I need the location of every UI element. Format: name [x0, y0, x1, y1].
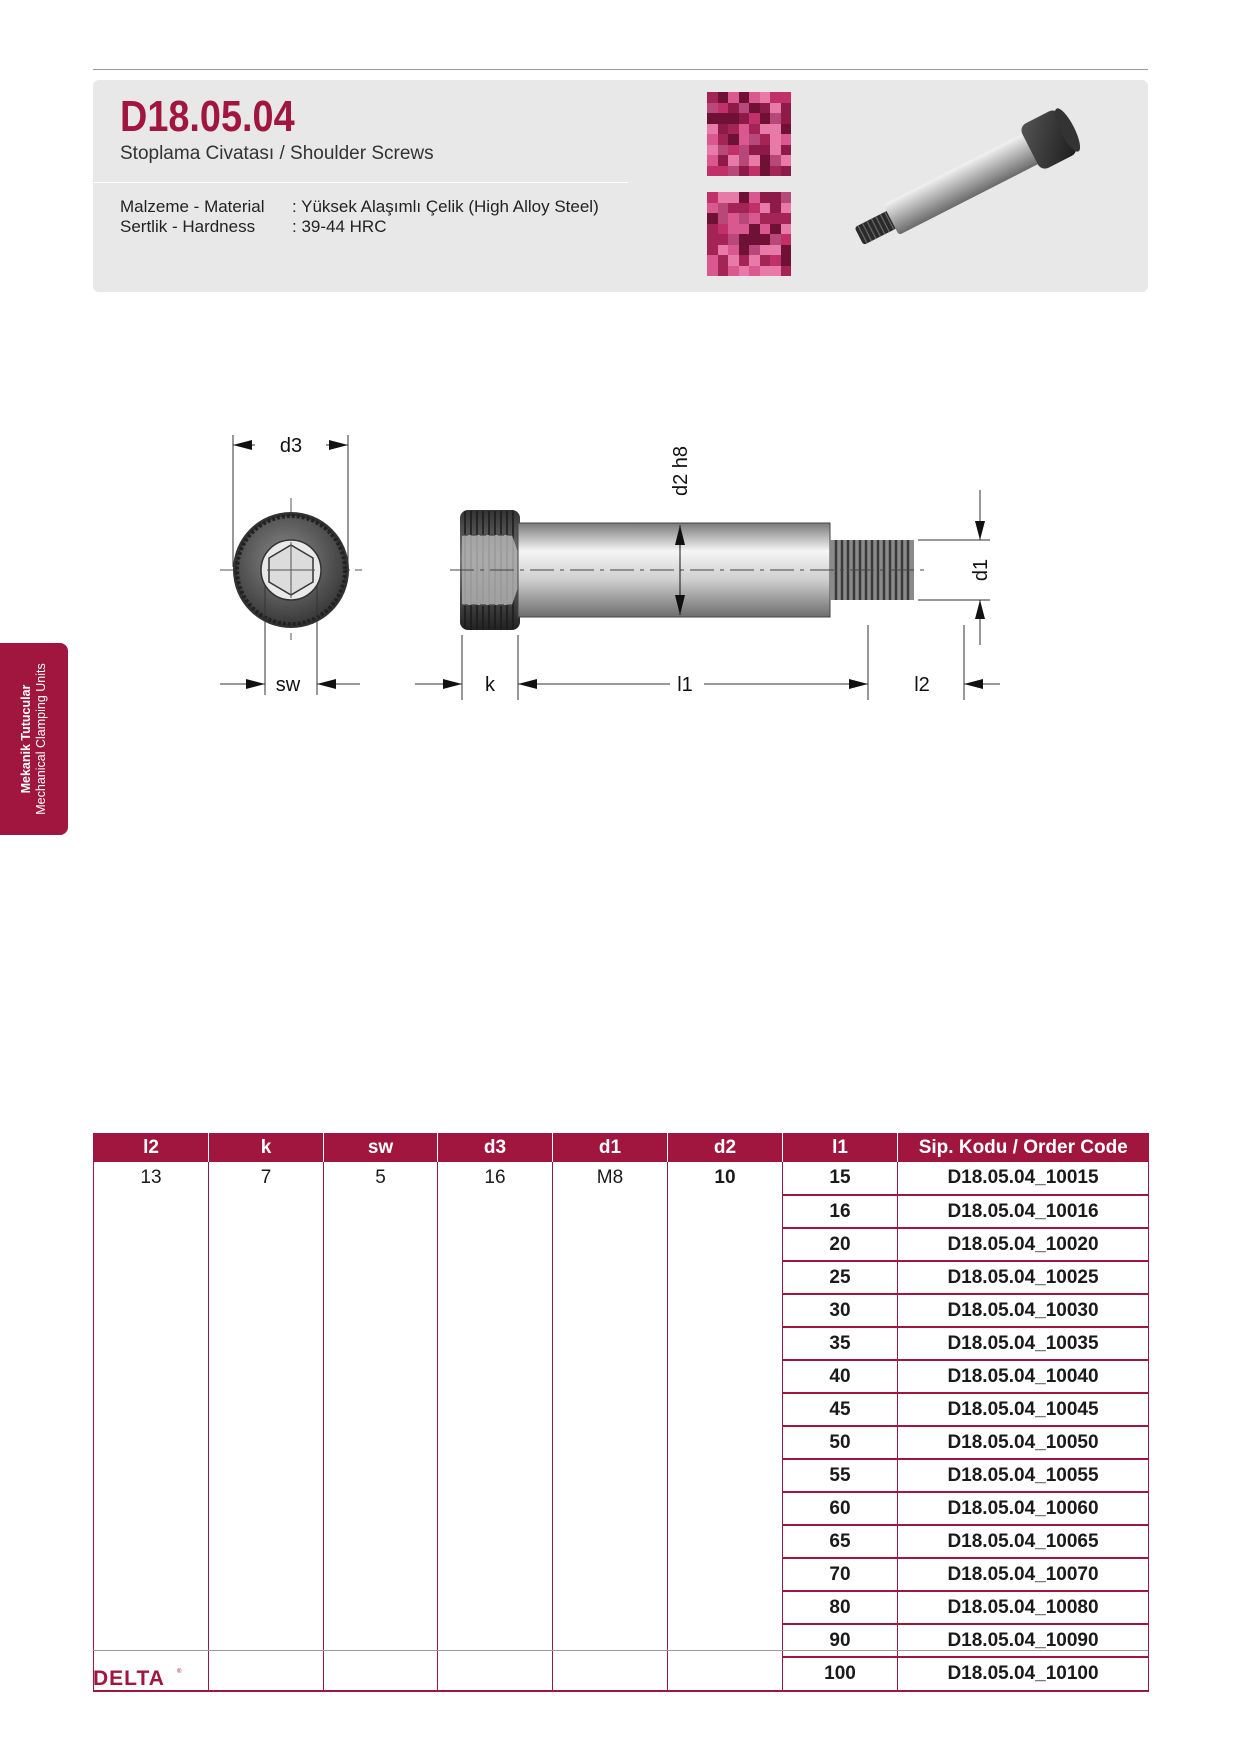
- cell-d1: M8: [553, 1162, 668, 1195]
- cell-sw: [324, 1228, 438, 1261]
- cell-d3: [438, 1195, 553, 1228]
- cell-l2: [94, 1195, 209, 1228]
- cell-sw: [324, 1657, 438, 1691]
- product-photo: [815, 95, 1115, 265]
- col-header-order-code: Sip. Kodu / Order Code: [898, 1133, 1149, 1162]
- cell-d2: [668, 1657, 783, 1691]
- table-row: [94, 1228, 1149, 1261]
- cell-d3: [438, 1591, 553, 1624]
- cell-d1: [553, 1492, 668, 1525]
- cell-l1: 40: [783, 1360, 898, 1393]
- cell-l1: 65: [783, 1525, 898, 1558]
- table-row: [94, 1261, 1149, 1294]
- cell-sw: [324, 1459, 438, 1492]
- cell-order-code[interactable]: D18.05.04_10060: [898, 1492, 1149, 1525]
- dim-d2: d2 h8: [670, 445, 692, 497]
- cell-k: [209, 1393, 324, 1426]
- cell-k: [209, 1492, 324, 1525]
- product-code: D18.05.04: [120, 92, 295, 141]
- cell-k: [209, 1657, 324, 1691]
- cell-d2: [668, 1393, 783, 1426]
- cell-order-code[interactable]: D18.05.04_10055: [898, 1459, 1149, 1492]
- cell-d3: [438, 1492, 553, 1525]
- dim-d3: d3: [279, 435, 303, 457]
- cell-d3: [438, 1525, 553, 1558]
- cell-d2: [668, 1327, 783, 1360]
- cell-l2: [94, 1624, 209, 1657]
- cell-d3: [438, 1393, 553, 1426]
- cell-d1: [553, 1360, 668, 1393]
- table-row: [94, 1162, 1149, 1195]
- dim-k: k: [485, 674, 495, 696]
- table-row: [94, 1492, 1149, 1525]
- spec-hardness: [120, 217, 386, 237]
- cell-order-code[interactable]: D18.05.04_10025: [898, 1261, 1149, 1294]
- cell-l1: 16: [783, 1195, 898, 1228]
- cell-k: [209, 1294, 324, 1327]
- spec-material: [120, 197, 599, 217]
- cell-sw: [324, 1492, 438, 1525]
- col-header-l1: l1: [783, 1133, 898, 1162]
- svg-text:®: ®: [177, 1669, 182, 1675]
- header-divider: [93, 182, 628, 183]
- cell-l2: [94, 1393, 209, 1426]
- cell-l2: [94, 1492, 209, 1525]
- cell-l1: 45: [783, 1393, 898, 1426]
- cell-d3: [438, 1657, 553, 1691]
- cell-l1: 50: [783, 1426, 898, 1459]
- end-view: [220, 435, 362, 696]
- cell-l2: [94, 1261, 209, 1294]
- cell-d2: [668, 1591, 783, 1624]
- cell-d3: [438, 1228, 553, 1261]
- section-tab[interactable]: [0, 643, 68, 835]
- cell-d1: [553, 1657, 668, 1691]
- cell-k: [209, 1525, 324, 1558]
- cell-order-code[interactable]: D18.05.04_10030: [898, 1294, 1149, 1327]
- table-row: [94, 1294, 1149, 1327]
- table-row: [94, 1657, 1149, 1691]
- cell-sw: [324, 1294, 438, 1327]
- cell-order-code[interactable]: D18.05.04_10065: [898, 1525, 1149, 1558]
- cell-l2: 13: [94, 1162, 209, 1195]
- cell-d3: [438, 1261, 553, 1294]
- cell-l2: [94, 1558, 209, 1591]
- cell-l1: 15: [783, 1162, 898, 1195]
- cell-d1: [553, 1426, 668, 1459]
- col-header-k: k: [209, 1133, 324, 1162]
- side-view: [415, 446, 1000, 700]
- cell-l2: [94, 1360, 209, 1393]
- cell-d1: [553, 1558, 668, 1591]
- cell-sw: [324, 1426, 438, 1459]
- cell-d1: [553, 1294, 668, 1327]
- cell-d2: [668, 1426, 783, 1459]
- cell-sw: [324, 1591, 438, 1624]
- cell-k: [209, 1624, 324, 1657]
- delta-logo: [93, 1664, 183, 1690]
- cell-sw: [324, 1360, 438, 1393]
- qr-code-icon[interactable]: [707, 192, 791, 276]
- bottom-rule: [93, 1650, 1148, 1651]
- cell-d1: [553, 1525, 668, 1558]
- table-row: [94, 1360, 1149, 1393]
- table-row: [94, 1327, 1149, 1360]
- cell-d3: 16: [438, 1162, 553, 1195]
- cell-d1: [553, 1261, 668, 1294]
- cell-k: 7: [209, 1162, 324, 1195]
- cell-l1: 90: [783, 1624, 898, 1657]
- dim-sw: sw: [275, 674, 301, 696]
- cell-k: [209, 1558, 324, 1591]
- cell-l2: [94, 1525, 209, 1558]
- cell-d3: [438, 1327, 553, 1360]
- cell-sw: 5: [324, 1162, 438, 1195]
- table-row: [94, 1195, 1149, 1228]
- cell-k: [209, 1591, 324, 1624]
- cell-l2: [94, 1459, 209, 1492]
- dim-d1: d1: [970, 558, 992, 582]
- spec-value: : Yüksek Alaşımlı Çelik (High Alloy Steel): [292, 197, 599, 216]
- cell-order-code[interactable]: D18.05.04_10016: [898, 1195, 1149, 1228]
- cell-order-code[interactable]: D18.05.04_10015: [898, 1162, 1149, 1195]
- cell-l2: [94, 1591, 209, 1624]
- cell-d2: 10: [668, 1162, 783, 1195]
- cell-order-code[interactable]: D18.05.04_10035: [898, 1327, 1149, 1360]
- cell-order-code[interactable]: D18.05.04_10040: [898, 1360, 1149, 1393]
- cell-sw: [324, 1624, 438, 1657]
- dim-l1: l1: [677, 674, 693, 696]
- cell-l1: 25: [783, 1261, 898, 1294]
- table-row: [94, 1591, 1149, 1624]
- table-header-row: [94, 1133, 1149, 1162]
- spec-label: Malzeme - Material: [120, 197, 265, 216]
- cell-d3: [438, 1360, 553, 1393]
- cell-d2: [668, 1294, 783, 1327]
- cell-k: [209, 1459, 324, 1492]
- cell-d1: [553, 1393, 668, 1426]
- cell-k: [209, 1327, 324, 1360]
- cell-order-code[interactable]: D18.05.04_10070: [898, 1558, 1149, 1591]
- cell-l2: [94, 1426, 209, 1459]
- cell-d2: [668, 1525, 783, 1558]
- cell-sw: [324, 1558, 438, 1591]
- table-row: [94, 1558, 1149, 1591]
- cell-l1: 60: [783, 1492, 898, 1525]
- cell-order-code[interactable]: D18.05.04_10050: [898, 1426, 1149, 1459]
- cell-order-code[interactable]: D18.05.04_10100: [898, 1657, 1149, 1691]
- cell-d2: [668, 1492, 783, 1525]
- section-tab-title: Mekanik Tutucular: [19, 684, 33, 794]
- col-header-d1: d1: [553, 1133, 668, 1162]
- cell-d1: [553, 1228, 668, 1261]
- cell-d3: [438, 1624, 553, 1657]
- cell-order-code[interactable]: D18.05.04_10045: [898, 1393, 1149, 1426]
- dim-l2: l2: [914, 674, 930, 696]
- table-row: [94, 1525, 1149, 1558]
- spec-value: : 39-44 HRC: [292, 217, 387, 236]
- cell-order-code[interactable]: D18.05.04_10090: [898, 1624, 1149, 1657]
- cell-l2: [94, 1327, 209, 1360]
- section-tab-subtitle: Mechanical Clamping Units: [34, 663, 48, 815]
- table-row: [94, 1393, 1149, 1426]
- table-row: [94, 1426, 1149, 1459]
- cell-d2: [668, 1261, 783, 1294]
- cell-l2: [94, 1228, 209, 1261]
- cell-l2: [94, 1294, 209, 1327]
- cell-d3: [438, 1558, 553, 1591]
- cell-d3: [438, 1426, 553, 1459]
- cell-d1: [553, 1591, 668, 1624]
- cell-l1: 70: [783, 1558, 898, 1591]
- product-name: Stoplama Civatası / Shoulder Screws: [120, 143, 434, 164]
- spec-table: [93, 1133, 1149, 1692]
- cell-k: [209, 1360, 324, 1393]
- top-rule: [93, 69, 1148, 70]
- col-header-d2: d2: [668, 1133, 783, 1162]
- cell-sw: [324, 1525, 438, 1558]
- cell-sw: [324, 1261, 438, 1294]
- cell-d2: [668, 1624, 783, 1657]
- cell-order-code[interactable]: D18.05.04_10080: [898, 1591, 1149, 1624]
- spec-label: Sertlik - Hardness: [120, 217, 256, 236]
- cell-l1: 20: [783, 1228, 898, 1261]
- cell-d1: [553, 1459, 668, 1492]
- cell-d1: [553, 1624, 668, 1657]
- brand-name: DELTA: [93, 1667, 165, 1690]
- cell-d2: [668, 1360, 783, 1393]
- cell-order-code[interactable]: D18.05.04_10020: [898, 1228, 1149, 1261]
- cell-k: [209, 1261, 324, 1294]
- cell-l1: 30: [783, 1294, 898, 1327]
- technical-drawing: [200, 425, 1060, 725]
- cell-d2: [668, 1195, 783, 1228]
- cell-k: [209, 1195, 324, 1228]
- cell-l1: 80: [783, 1591, 898, 1624]
- cell-l1: 35: [783, 1327, 898, 1360]
- col-header-sw: sw: [324, 1133, 438, 1162]
- cell-sw: [324, 1393, 438, 1426]
- cell-sw: [324, 1195, 438, 1228]
- cell-d2: [668, 1558, 783, 1591]
- cell-d1: [553, 1195, 668, 1228]
- cell-k: [209, 1426, 324, 1459]
- qr-code-icon[interactable]: [707, 92, 791, 176]
- cell-d2: [668, 1228, 783, 1261]
- table-row: [94, 1459, 1149, 1492]
- cell-d3: [438, 1294, 553, 1327]
- cell-l1: 55: [783, 1459, 898, 1492]
- cell-d3: [438, 1459, 553, 1492]
- cell-d1: [553, 1327, 668, 1360]
- table-row: [94, 1624, 1149, 1657]
- col-header-l2: l2: [94, 1133, 209, 1162]
- cell-sw: [324, 1327, 438, 1360]
- cell-l1: 100: [783, 1657, 898, 1691]
- cell-d2: [668, 1459, 783, 1492]
- col-header-d3: d3: [438, 1133, 553, 1162]
- cell-k: [209, 1228, 324, 1261]
